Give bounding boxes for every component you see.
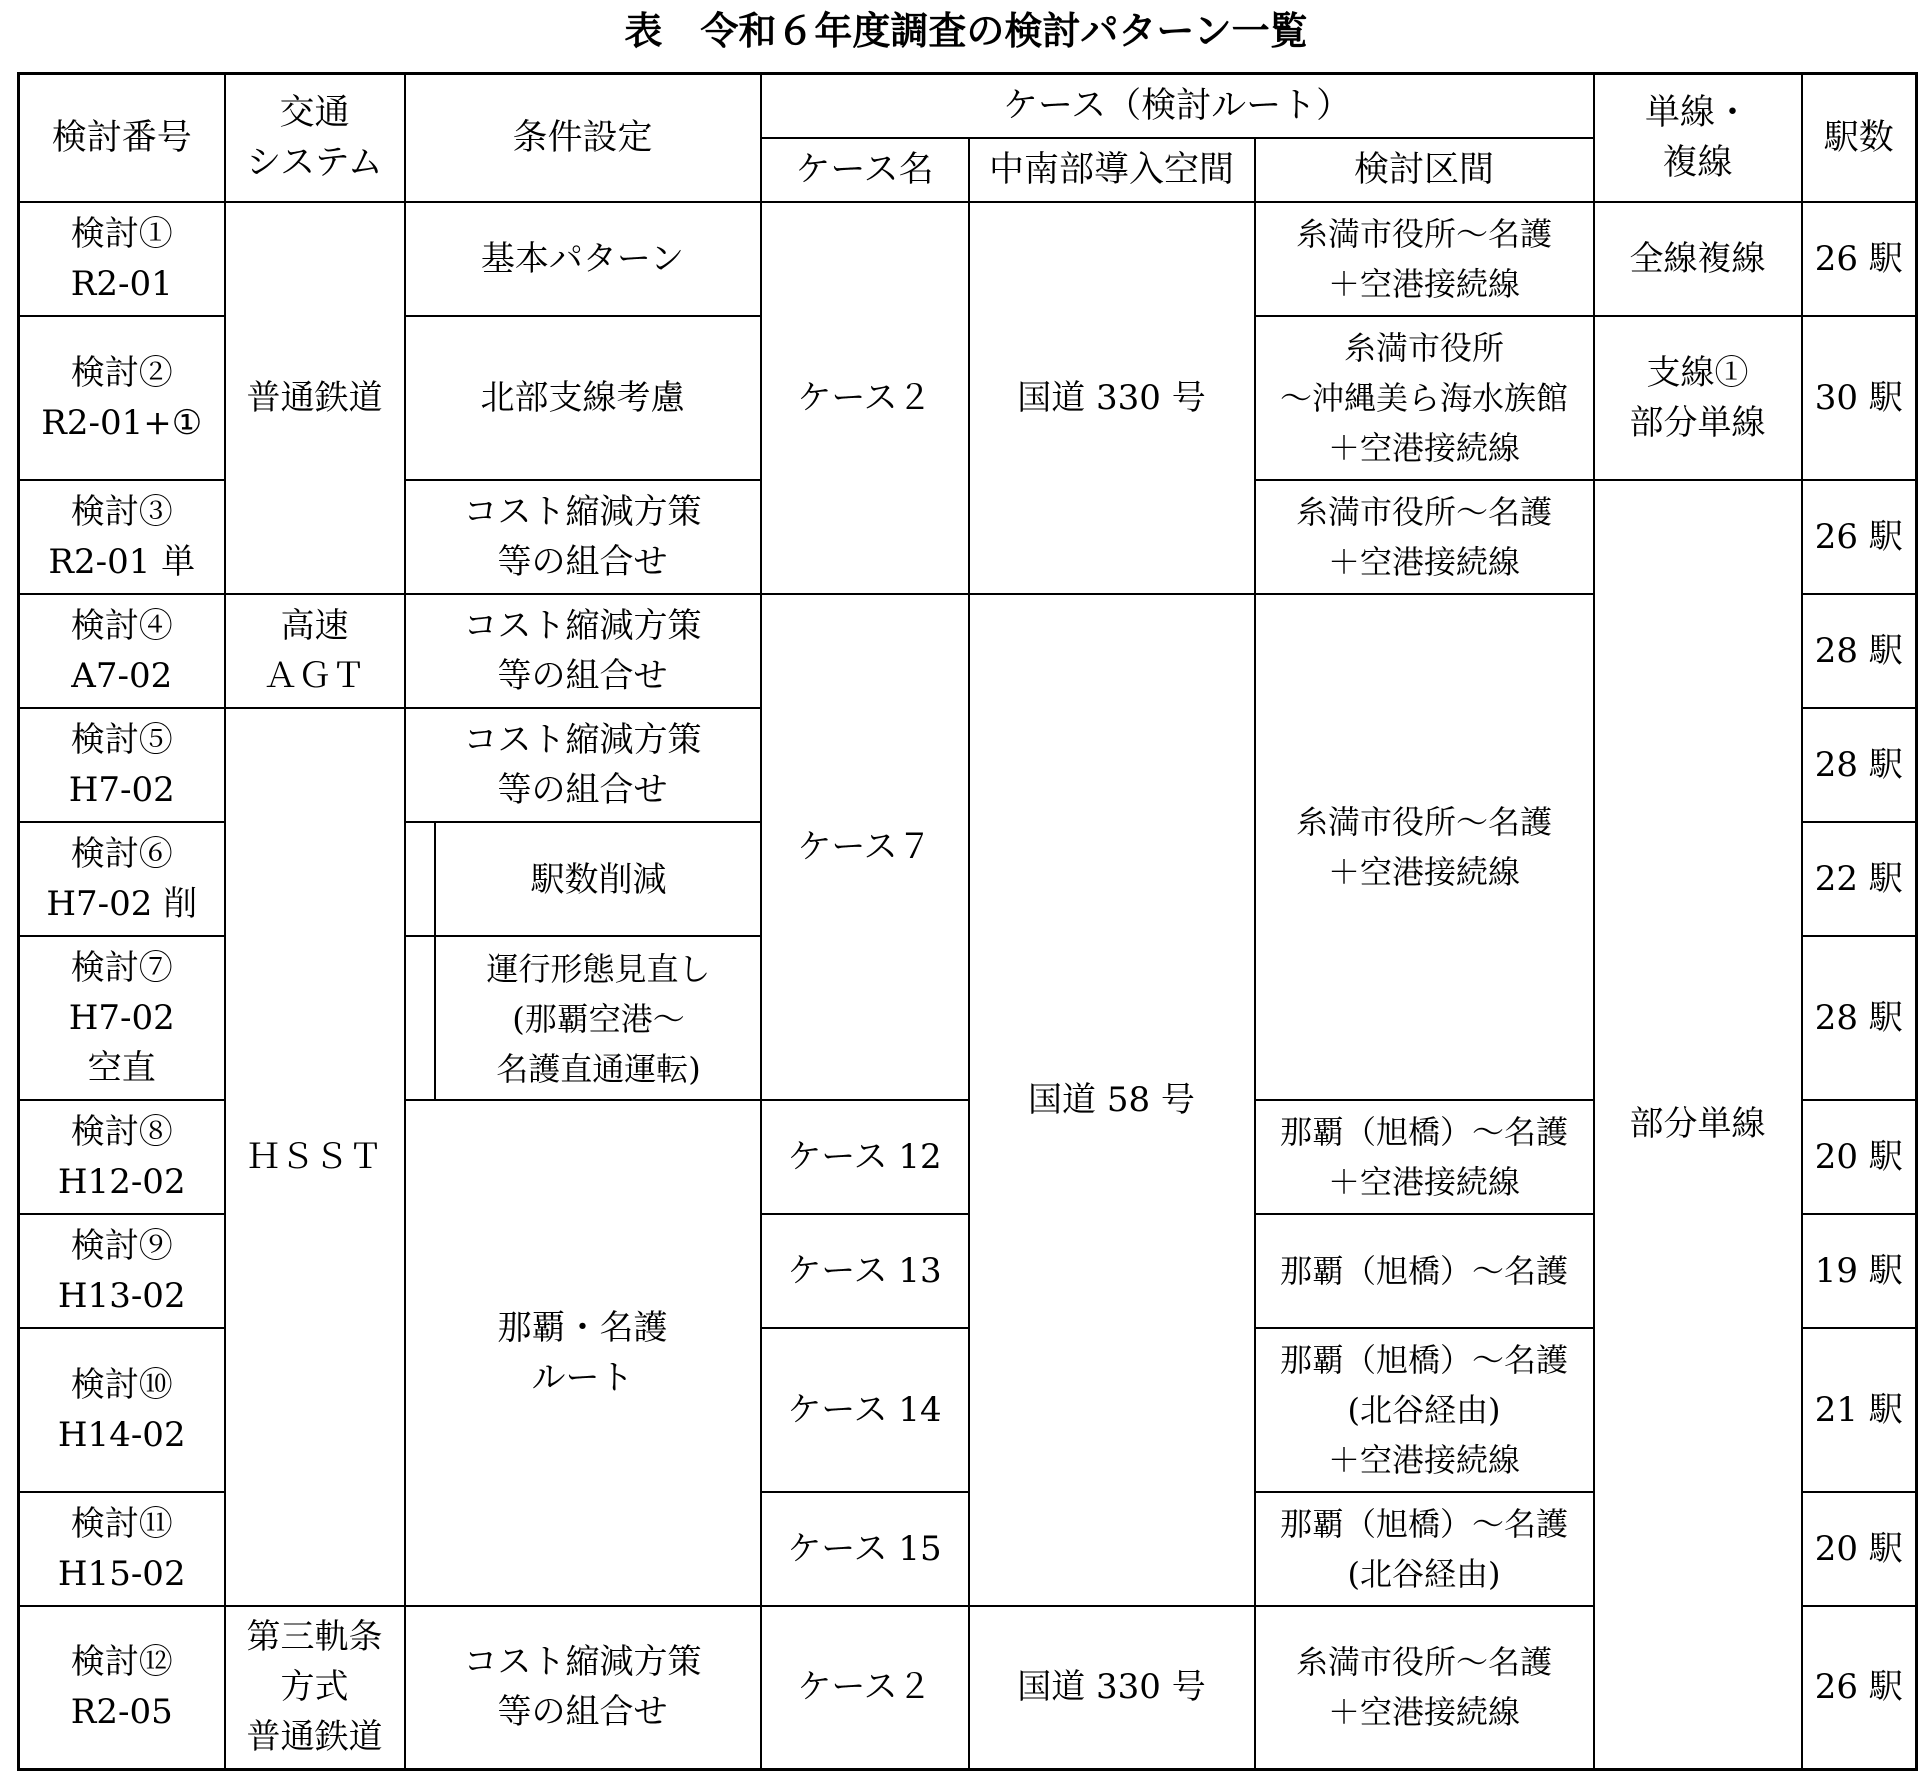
cell-case: ケース 13 — [761, 1214, 969, 1328]
cell-case: ケース 15 — [761, 1492, 969, 1606]
cell-no: 検討⑤ H7-02 — [19, 708, 225, 822]
cell-case-2: ケース２ — [761, 202, 969, 594]
cell-case: ケース 12 — [761, 1100, 969, 1214]
cell-case-7: ケース７ — [761, 594, 969, 1100]
cell-no: 検討⑥ H7-02 削 — [19, 822, 225, 936]
cell-track: 全線複線 — [1594, 202, 1802, 316]
cell-condition-sub: 駅数削減 — [405, 822, 761, 936]
cell-no: 検討① R2-01 — [19, 202, 225, 316]
cell-section: 糸満市役所 ～沖縄美ら海水族館 ＋空港接続線 — [1255, 316, 1594, 480]
header-condition: 条件設定 — [405, 74, 761, 202]
header-no: 検討番号 — [19, 74, 225, 202]
cell-space: 国道 330 号 — [969, 1606, 1255, 1770]
cell-condition: コスト縮減方策 等の組合せ — [405, 1606, 761, 1770]
cell-no: 検討⑧ H12-02 — [19, 1100, 225, 1214]
header-row — [19, 74, 1917, 138]
header-space: 中南部導入空間 — [969, 138, 1255, 202]
header-system: 交通 システム — [225, 74, 405, 202]
cell-no: 検討⑪ H15-02 — [19, 1492, 225, 1606]
cell-stations: 20 駅 — [1802, 1100, 1917, 1214]
cell-section: 糸満市役所～名護 ＋空港接続線 — [1255, 480, 1594, 594]
cell-stations: 28 駅 — [1802, 936, 1917, 1100]
cell-no: 検討② R2-01+① — [19, 316, 225, 480]
cell-section: 那覇（旭橋）～名護 — [1255, 1214, 1594, 1328]
cell-no: 検討⑦ H7-02 空直 — [19, 936, 225, 1100]
cell-condition-sub: 運行形態見直し (那覇空港～ 名護直通運転) — [405, 936, 761, 1100]
cell-stations: 20 駅 — [1802, 1492, 1917, 1606]
header-section: 検討区間 — [1255, 138, 1594, 202]
cell-no: 検討④ A7-02 — [19, 594, 225, 708]
cell-system-hsst: ＨＳＳＴ — [225, 708, 405, 1606]
cell-stations: 26 駅 — [1802, 480, 1917, 594]
cell-stations: 28 駅 — [1802, 708, 1917, 822]
cell-case: ケース 14 — [761, 1328, 969, 1492]
cell-section: 糸満市役所～名護 ＋空港接続線 — [1255, 202, 1594, 316]
table-title: 表 令和６年度調査の検討パターン一覧 — [624, 9, 1308, 53]
header-track: 単線・ 複線 — [1594, 74, 1802, 202]
cell-system-agt: 高速 ＡＧＴ — [225, 594, 405, 708]
cell-no: 検討⑨ H13-02 — [19, 1214, 225, 1328]
cell-condition: コスト縮減方策 等の組合せ — [405, 708, 761, 822]
cell-section: 糸満市役所～名護 ＋空港接続線 — [1255, 1606, 1594, 1770]
cell-section: 那覇（旭橋）～名護 ＋空港接続線 — [1255, 1100, 1594, 1214]
cell-space-58: 国道 58 号 — [969, 594, 1255, 1606]
header-case-group: ケース（検討ルート） — [761, 74, 1594, 138]
cell-stations: 28 駅 — [1802, 594, 1917, 708]
cell-section: 那覇（旭橋）～名護 (北谷経由) — [1255, 1492, 1594, 1606]
cell-condition: コスト縮減方策 等の組合せ — [405, 480, 761, 594]
cell-stations: 19 駅 — [1802, 1214, 1917, 1328]
cell-case: ケース２ — [761, 1606, 969, 1770]
header-stations: 駅数 — [1802, 74, 1917, 202]
study-pattern-table — [17, 72, 1918, 1771]
cell-system-rail: 普通鉄道 — [225, 202, 405, 594]
cell-track-partial: 部分単線 — [1594, 480, 1802, 1770]
cell-track: 支線① 部分単線 — [1594, 316, 1802, 480]
cell-condition-naha-nago: 那覇・名護 ルート — [405, 1100, 761, 1606]
cell-no: 検討③ R2-01 単 — [19, 480, 225, 594]
cell-stations: 21 駅 — [1802, 1328, 1917, 1492]
table-row — [19, 202, 1917, 316]
cell-no: 検討⑫ R2-05 — [19, 1606, 225, 1770]
header-case-name: ケース名 — [761, 138, 969, 202]
cell-stations: 30 駅 — [1802, 316, 1917, 480]
cell-section-case7: 糸満市役所～名護 ＋空港接続線 — [1255, 594, 1594, 1100]
cell-condition: 基本パターン — [405, 202, 761, 316]
cell-stations: 22 駅 — [1802, 822, 1917, 936]
cell-no: 検討⑩ H14-02 — [19, 1328, 225, 1492]
cell-stations: 26 駅 — [1802, 202, 1917, 316]
cell-stations: 26 駅 — [1802, 1606, 1917, 1770]
cell-condition: 北部支線考慮 — [405, 316, 761, 480]
cell-system: 第三軌条 方式 普通鉄道 — [225, 1606, 405, 1770]
cell-section: 那覇（旭橋）～名護 (北谷経由) ＋空港接続線 — [1255, 1328, 1594, 1492]
cell-condition: コスト縮減方策 等の組合せ — [405, 594, 761, 708]
cell-space-330: 国道 330 号 — [969, 202, 1255, 594]
